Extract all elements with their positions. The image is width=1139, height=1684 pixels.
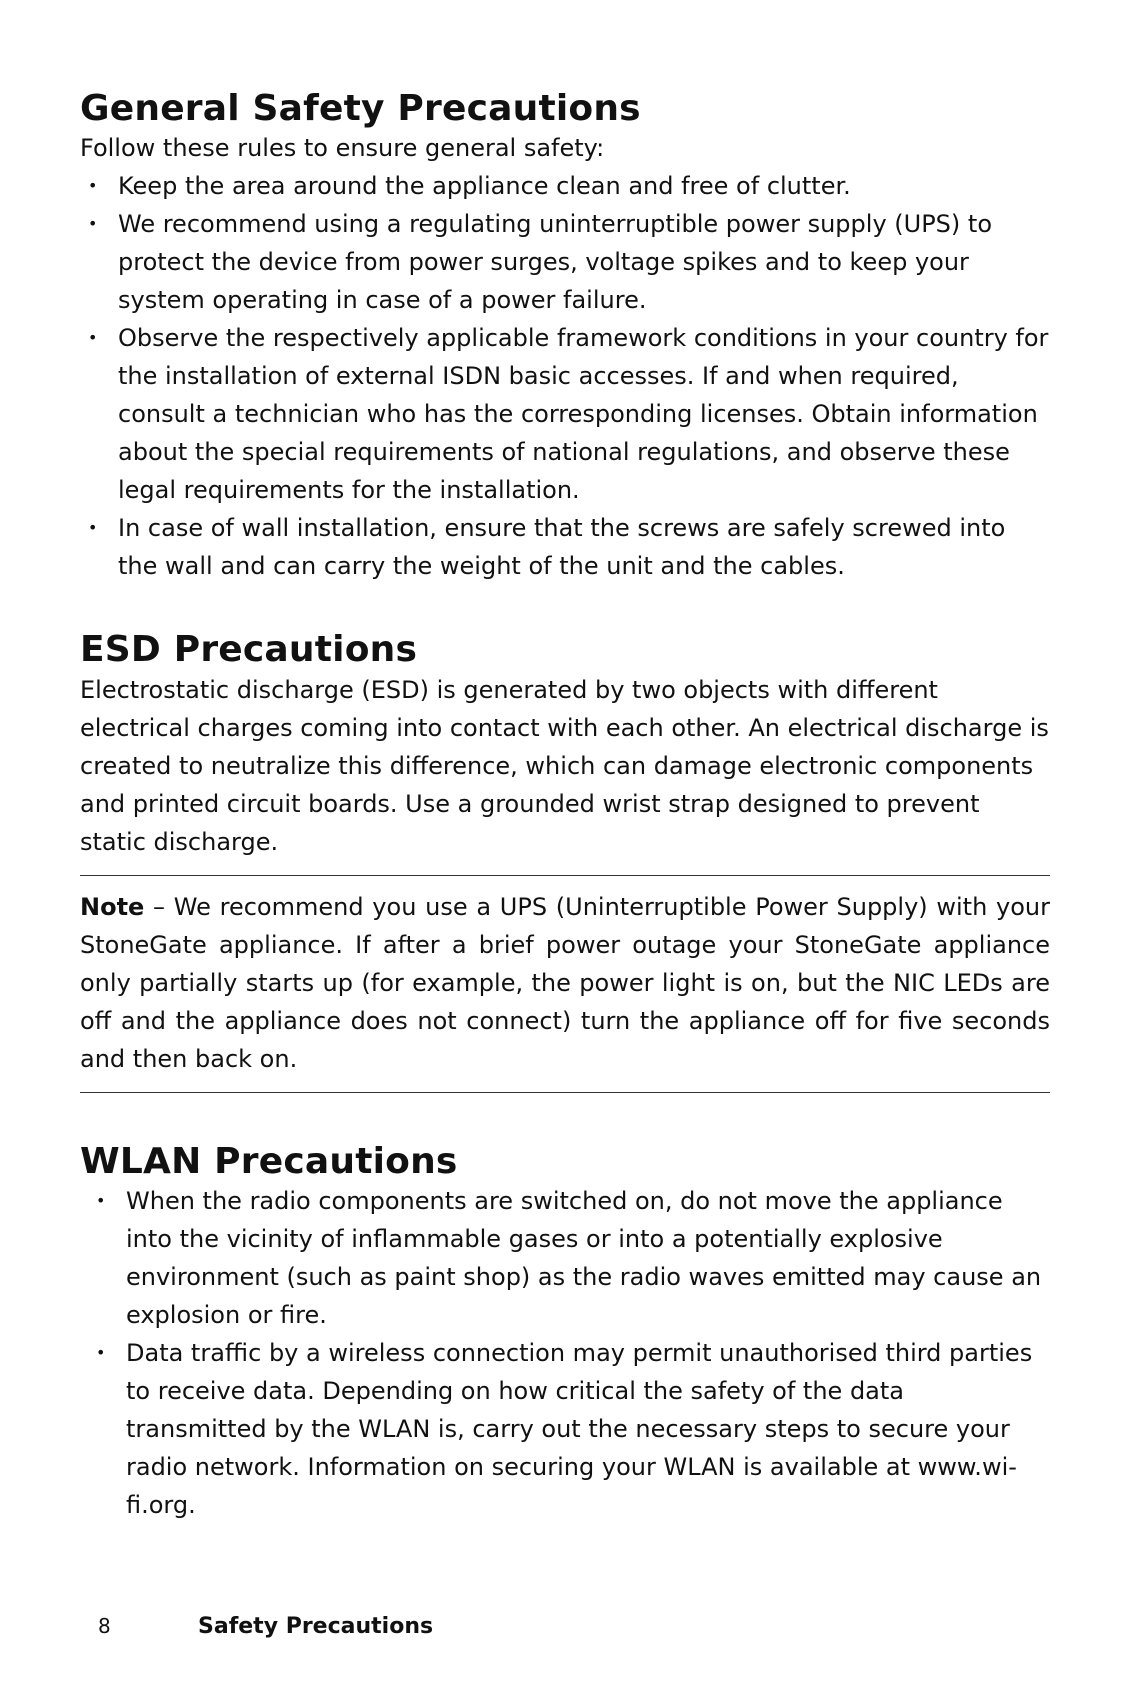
list-item: • We recommend using a regulating uninterruptible power supply (UPS) to protect the device from power surges, voltage spikes and to keep your system operating in case of a power failure.: [118, 205, 1050, 319]
note-separator: –: [144, 892, 174, 921]
page-footer: [98, 1614, 433, 1639]
esd-heading: ESD Precautions: [80, 629, 418, 671]
list-item: • In case of wall installation, ensure that the screws are safely screwed into the wall and can carry the weight of the unit and the cables.: [118, 509, 1050, 585]
general-safety-list: [80, 167, 1050, 585]
wlan-list: [80, 1182, 1050, 1524]
note-label: Note: [80, 892, 145, 921]
list-item: • Keep the area around the appliance clean and free of clutter.: [118, 167, 1050, 205]
esd-section: [80, 629, 1050, 1092]
wlan-heading: WLAN Precautions: [80, 1140, 458, 1182]
esd-body: Electrostatic discharge (ESD) is generated by two objects with different electrical charges coming into contact with each other. An electrical discharge is created to neutralize this difference, which can damage electronic components and printed circuit boards. Use a grounded wrist strap designed to prevent static discharge.: [80, 675, 1049, 856]
page-number: 8: [98, 1614, 111, 1638]
list-item: • Observe the respectively applicable framework conditions in your country for the installation of external ISDN basic accesses. If and when required, consult a technician who has the corresponding licenses. Obtain information about the special requirements of national regulations, and observe these legal requirements for the installation.: [118, 319, 1050, 509]
list-item: • Data traffic by a wireless connection may permit unauthorised third parties to receive data. Depending on how critical the safety of the data transmitted by the WLAN is, carry out the necessary steps to secure your radio network. Information on securing your WLAN is available at www.wi-fi.org.: [126, 1334, 1050, 1524]
list-item: • When the radio components are switched on, do not move the appliance into the vicinity of inflammable gases or into a potentially explosive environment (such as paint shop) as the radio waves emitted may cause an explosion or fire.: [126, 1182, 1050, 1334]
note-paragraph: [80, 888, 1050, 1078]
footer-title: Safety Precautions: [198, 1614, 434, 1639]
general-safety-section: [80, 88, 1050, 585]
wlan-section: [80, 1141, 1050, 1524]
note-text: We recommend you use a UPS (Uninterruptible Power Supply) with your StoneGate appliance. If after a brief power outage your StoneGate appliance only partially starts up (for example, the power light is on, but the NIC LEDs are off and the appliance does not connect) turn the appliance off for five seconds and then back on.: [80, 892, 1050, 1073]
general-safety-heading: General Safety Precautions: [80, 88, 641, 129]
page-content: [80, 88, 1050, 1524]
note-box: [80, 875, 1050, 1093]
general-safety-intro: Follow these rules to ensure general safety:: [80, 134, 605, 163]
